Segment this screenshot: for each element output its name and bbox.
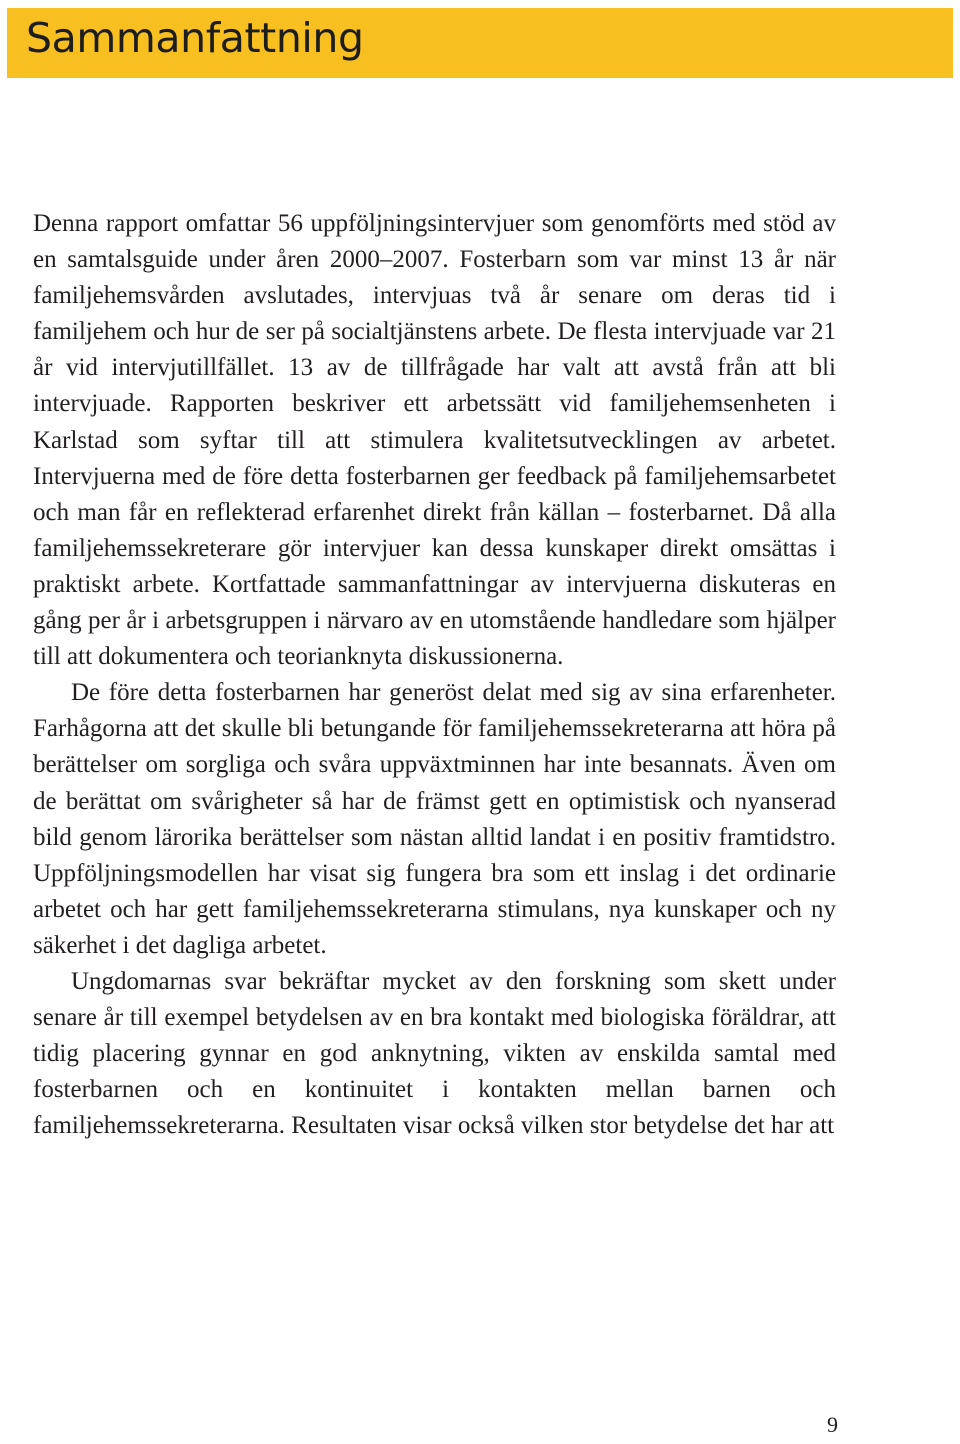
paragraph-2: De före detta fosterbarnen har generöst delat med sig av sina erfarenheter. Farhågorna att det skulle bli betungande för familjehemssekreterarna att höra på berättelser om sorgliga och svåra uppväxtminnen har inte besannats. Även om de berättat om svårigheter så har de främst gett en optimistisk och nyanserad bild genom lärorika berättelser som nästan alltid landat i en positiv framtidstro. Uppföljningsmodellen har visat sig fungera bra som ett inslag i det ordinarie arbetet och har gett familjehemssekreterarna stimulans, nya kunskaper och ny säkerhet i det dagliga arbetet.: [33, 679, 836, 959]
summary-body: [33, 206, 836, 1144]
page-number: 9: [827, 1412, 838, 1437]
paragraph-3: Ungdomarnas svar bekräftar mycket av den forskning som skett under senare år till exempel betydelsen av en bra kontakt med biologiska föräldrar, att tidig placering gynnar en god anknytning, vikten av enskilda samtal med fosterbarnen och en kontinuitet i kontakten mellan barnen och familjehemssekreterarna. Resultaten visar också vilken stor betydelse det har att: [33, 967, 836, 1140]
paragraph-1: Denna rapport omfattar 56 uppföljningsintervjuer som genomförts med stöd av en samtalsguide under åren 2000–2007. Fosterbarn som var minst 13 år när familjehemsvården avslutades, intervjuas två år senare om deras tid i familjehem och hur de ser på socialtjänstens arbete. De flesta intervjuade var 21 år vid intervjutillfället. 13 av de tillfrågade har valt att avstå från att bli intervjuade. Rapporten beskriver ett arbetssätt vid familjehemsenheten i Karlstad som syftar till att stimulera kvalitetsutvecklingen av arbetet. Intervjuerna med de före detta fosterbarnen ger feedback på familjehemsarbetet och man får en reflekterad erfarenhet direkt från källan – fosterbarnet. Då alla familjehemssekreterare gör intervjuer kan dessa kunskaper direkt omsättas i praktiskt arbete. Kortfattade sammanfattningar av intervjuerna diskuteras en gång per år i arbetsgruppen i närvaro av en utomstående handledare som hjälper till att dokumentera och teorianknyta diskussionerna.: [33, 210, 836, 671]
section-title: Sammanfattning: [26, 14, 364, 62]
